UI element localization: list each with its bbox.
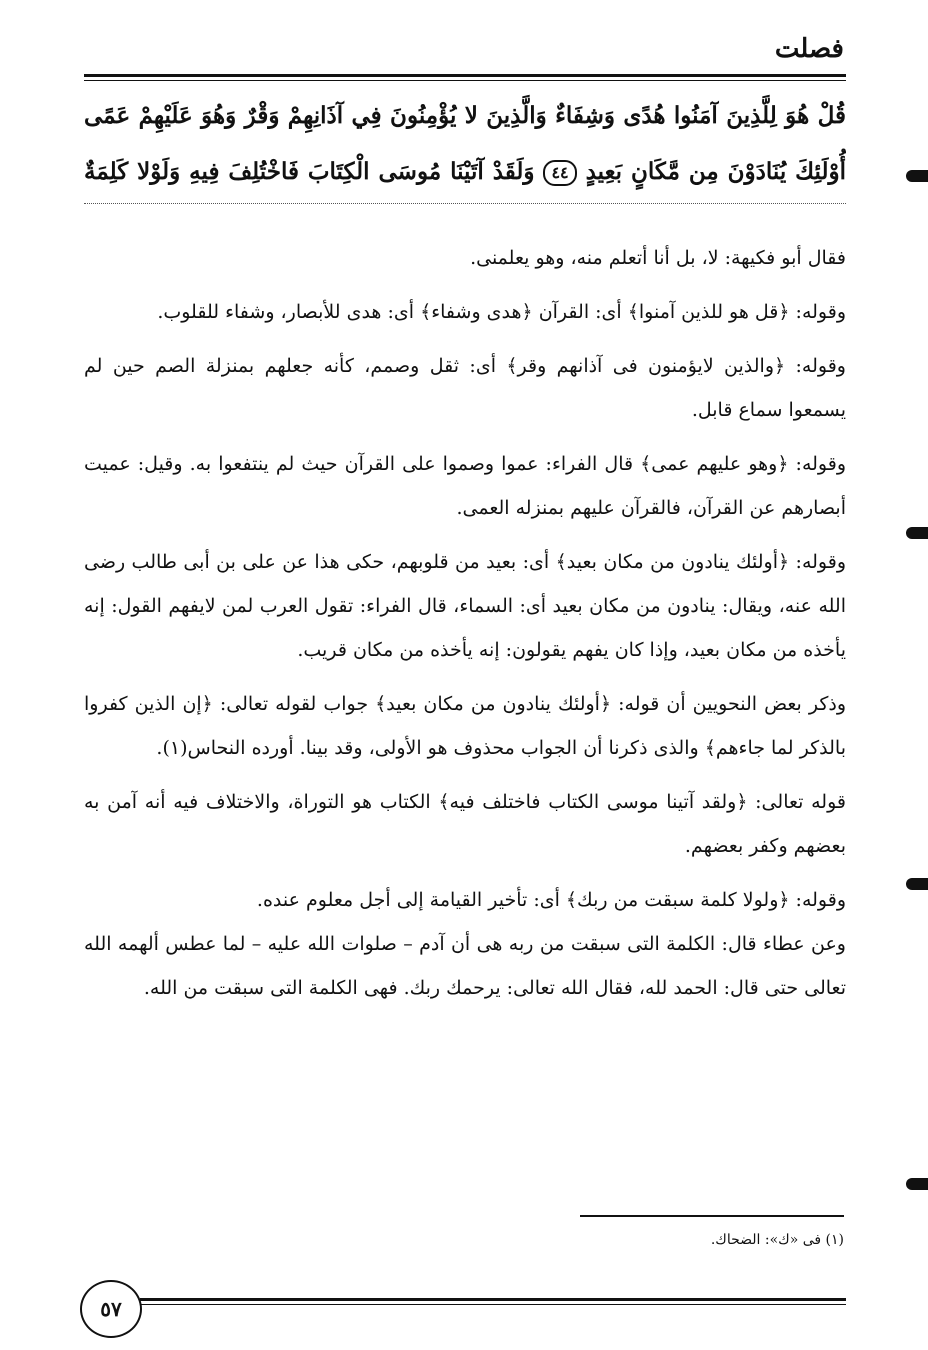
margin-thumb-mark xyxy=(906,527,928,539)
margin-thumb-mark xyxy=(906,878,928,890)
verse-line-1: قُلْ هُوَ لِلَّذِينَ آمَنُوا هُدًى وَشِفَاءٌ وَالَّذِينَ لا يُؤْمِنُونَ فِي آذَانِهِمْ وَقْرٌ وَهُوَ عَلَيْهِمْ عَمًى xyxy=(84,102,846,129)
paragraph-line: وقوله: ﴿والذين لايؤمنون فى آذانهم وقر﴾ أى: ثقل وصمم، كأنه جعلهم بمنزلة الصم حين لم يسمعوا سماع قابل. xyxy=(84,355,846,421)
margin-thumb-mark xyxy=(906,170,928,182)
paragraph-line: وقوله: ﴿وهو عليهم عمى﴾ قال الفراء: عموا وصموا على القرآن حيث لم ينتفعوا به. وقيل: عميت أبصارهم عن القرآن، فالقرآن عليهم بمنزله العمى. xyxy=(84,453,846,519)
paragraph-line: وقوله: ﴿قل هو للذين آمنوا﴾ أى: القرآن ﴿هدى وشفاء﴾ أى: هدى للأبصار، وشفاء للقلوب. xyxy=(157,301,846,323)
margin-thumb-mark xyxy=(906,1178,928,1190)
verse-line-2-rest: وَلَقَدْ آتَيْنَا مُوسَى الْكِتَابَ فَاخْتُلِفَ فِيهِ وَلَوْلا كَلِمَةٌ xyxy=(84,158,535,185)
paragraph-line: فقال أبو فكيهة: لا، بل أنا أتعلم منه، وهو يعلمنى. xyxy=(470,247,846,269)
paragraph-line: وذكر بعض النحويين أن قوله: ﴿أولئك ينادون من مكان بعيد﴾ جواب لقوله تعالى: ﴿إن الذين كفروا بالذكر لما جاءهم﴾ والذى ذكرنا أن الجواب محذوف هو الأولى، وقد بينا. أورده النحاس(١). xyxy=(84,693,846,759)
paragraph-line: وقوله: ﴿أولئك ينادون من مكان بعيد﴾ أى: بعيد من قلوبهم، حكى هذا عن على بن أبى طالب رضى الله عنه، ويقال: ينادون من مكان بعيد أى: السماء، قال الفراء: تقول العرب لمن لايفهم القول: إنه يأخذه من مكان بعيد، وإذا كان يفهم يقولون: إنه يأخذه من مكان قريب. xyxy=(84,551,846,661)
footnote: (١) فى «ك»: الضحاك. xyxy=(710,1232,844,1248)
header-rule-thick xyxy=(84,74,846,77)
surah-title: فصلت xyxy=(774,34,844,64)
footer-rule-thin xyxy=(140,1304,846,1305)
header-rule-thin xyxy=(84,80,846,81)
footer-rule-thick xyxy=(140,1298,846,1301)
paragraph xyxy=(84,878,846,1010)
paragraph xyxy=(84,290,846,334)
verse-separator xyxy=(84,203,846,204)
commentary-body xyxy=(84,236,846,1020)
page-number: ٥٧ xyxy=(100,1297,122,1321)
paragraph xyxy=(84,682,846,770)
verse-line-2 xyxy=(84,144,846,200)
quran-verse-block xyxy=(84,88,846,200)
paragraph xyxy=(84,236,846,280)
paragraph-line: قوله تعالى: ﴿ولقد آتينا موسى الكتاب فاختلف فيه﴾ الكتاب هو التوراة، والاختلاف فيه أنه آمن به بعضهم وكفر بعضهم. xyxy=(84,791,846,857)
paragraph xyxy=(84,344,846,432)
paragraph-line: وقوله: ﴿ولولا كلمة سبقت من ربك﴾ أى: تأخير القيامة إلى أجل معلوم عنده. xyxy=(256,889,846,911)
paragraph xyxy=(84,540,846,672)
paragraph-line: وعن عطاء قال: الكلمة التى سبقت من ربه هى أن آدم – صلوات الله عليه – لما عطس ألهمه الله تعالى حتى قال: الحمد لله، فقال الله تعالى: يرحمك ربك. فهى الكلمة التى سبقت من الله. xyxy=(84,933,846,999)
verse-line-2-start: أُوْلَئِكَ يُنَادَوْنَ مِن مَّكَانٍ بَعِيدٍ xyxy=(585,158,846,185)
ayah-number-marker: ٤٤ xyxy=(543,160,576,186)
page-number-badge xyxy=(80,1280,142,1338)
paragraph xyxy=(84,780,846,868)
footnote-rule xyxy=(580,1215,844,1217)
paragraph xyxy=(84,442,846,530)
